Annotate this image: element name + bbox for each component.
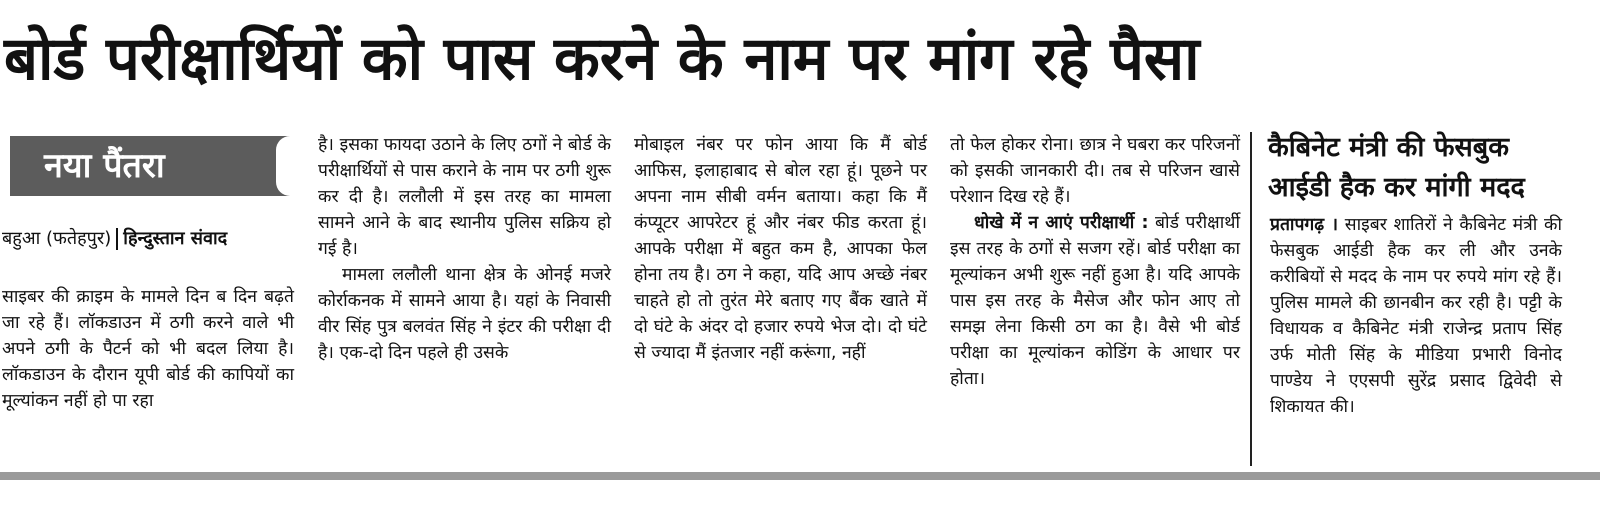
story-column-4 xyxy=(950,132,1240,392)
story-paragraph: है। इसका फायदा उठाने के लिए ठगों ने बोर्ड के परीक्षार्थियों से पास कराने के नाम पर ठगी शुरू कर दी है। ललौली में इस तरह का मामला सामने आने के बाद स्थानीय पुलिस सक्रिय हो गई है। xyxy=(318,135,611,259)
story-paragraph-with-subhead xyxy=(950,210,1240,392)
sidebar-paragraph xyxy=(1270,212,1562,420)
headline: बोर्ड परीक्षार्थियों को पास करने के नाम पर मांग रहे पैसा xyxy=(3,24,1200,94)
story-column-2 xyxy=(318,132,611,366)
bottom-rule xyxy=(0,472,1600,480)
story-paragraph: मामला ललौली थाना क्षेत्र के ओनई मजरे कोर्राकनक में सामने आया है। यहां के निवासी वीर सिंह पुत्र बलवंत सिंह ने इंटर की परीक्षा दी है। एक-दो दिन पहले ही उसके xyxy=(318,265,611,363)
dateline-separator xyxy=(116,228,118,250)
sidebar-headline: कैबिनेट मंत्री की फेसबुक आईडी हैक कर मांगी मदद xyxy=(1268,132,1525,203)
kicker-tip xyxy=(276,136,290,196)
story-paragraph: तो फेल होकर रोना। छात्र ने घबरा कर परिजनों को इसकी जानकारी दी। तब से परिजन खासे परेशान दिख रहे हैं। xyxy=(950,135,1240,207)
kicker-text: नया पैंतरा xyxy=(44,146,165,186)
sidebar-story xyxy=(1270,212,1562,420)
kicker-label xyxy=(10,136,290,196)
story-column-3 xyxy=(634,132,927,366)
dateline-place: बहुआ (फतेहपुर) xyxy=(2,228,112,249)
story-paragraph: मोबाइल नंबर पर फोन आया कि मैं बोर्ड आफिस, इलाहाबाद से बोल रहा हूं। पूछने पर अपना नाम सीबी वर्मन बताया। कहा कि मैं कंप्यूटर आपरेटर हूं और नंबर फीड करता हूं। आपके परीक्षा में बहुत कम है, आपका फेल होना तय है। ठग ने कहा, यदि आप अच्छे नंबर चाहते हो तो तुरंत मेरे बताए गए बैंक खाते में दो घंटे के अंदर दो हजार रुपये भेज दो। दो घंटे से ज्यादा मैं इंतजार नहीं करूंगा, नहीं xyxy=(634,135,927,363)
story-column-1 xyxy=(2,284,294,414)
dateline-source: हिन्दुस्तान संवाद xyxy=(123,228,228,249)
story-paragraph: साइबर की क्राइम के मामले दिन ब दिन बढ़ते जा रहे हैं। लॉकडाउन में ठगी करने वाले भी अपने ठगी के पैटर्न को भी बदल लिया है। लॉकडाउन के दौरान यूपी बोर्ड की कापियों का मूल्यांकन नहीं हो पा रहा xyxy=(2,287,294,411)
subhead: धोखे में न आएं परीक्षार्थी : xyxy=(974,213,1149,233)
dateline xyxy=(2,226,307,250)
sidebar-body: साइबर शातिरों ने कैबिनेट मंत्री की फेसबुक आईडी हैक कर ली और उनके करीबियों से मदद के नाम पर रुपये मांग रहे हैं। पुलिस मामले की छानबीन कर रही है। पट्टी के विधायक व कैबिनेट मंत्री राजेन्द्र प्रताप सिंह उर्फ मोती सिंह के मीडिया प्रभारी विनोद पाण्डेय ने एएसपी सुरेंद्र प्रसाद द्विवेदी से शिकायत की। xyxy=(1270,215,1562,417)
subhead-body: बोर्ड परीक्षार्थी इस तरह के ठगों से सजग रहें। बोर्ड परीक्षा का मूल्यांकन अभी शुरू नहीं हुआ है। यदि आपके पास इस तरह के मैसेज और फोन आए तो समझ लेना किसी ठग का है। वैसे भी बोर्ड परीक्षा का मूल्यांकन कोडिंग के आधार पर होता। xyxy=(950,213,1240,389)
sidebar-divider xyxy=(1250,132,1252,466)
sidebar-dateline: प्रतापगढ़ । xyxy=(1270,215,1339,235)
